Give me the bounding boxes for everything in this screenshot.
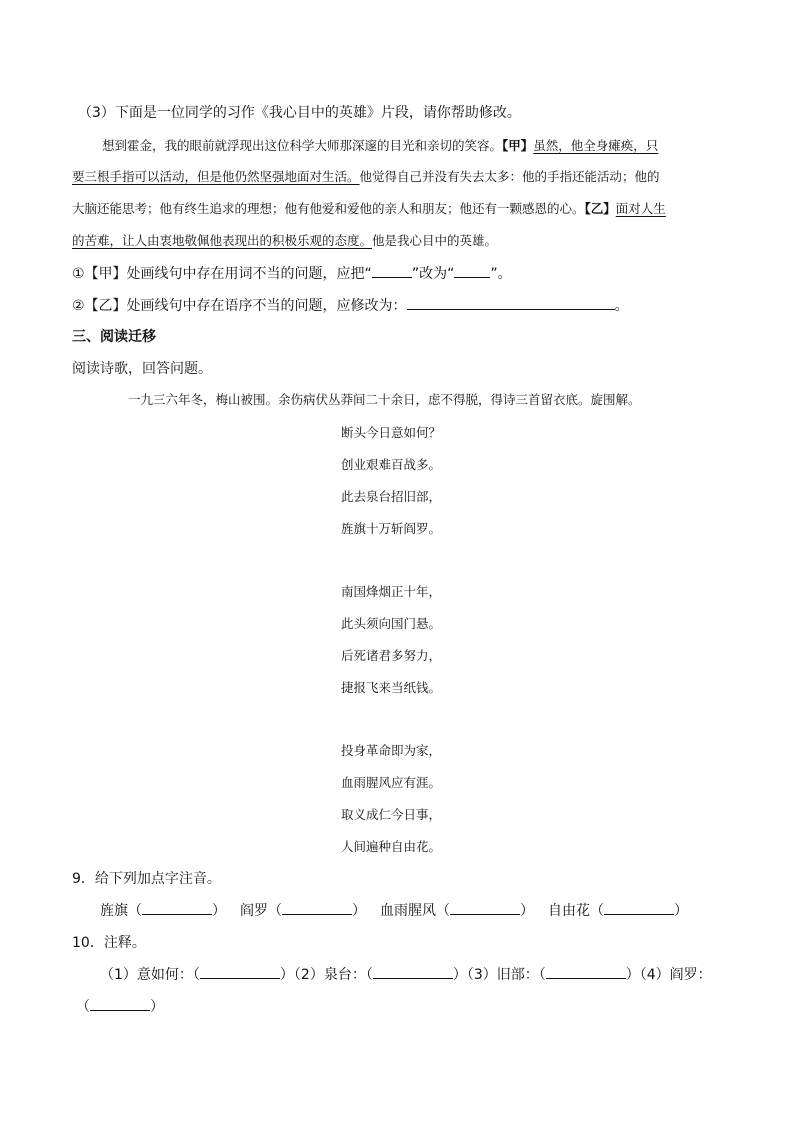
paragraph-line-4 (72, 231, 497, 249)
poem-line: 后死诸君多努力， (341, 648, 442, 663)
paragraph-text: 他是我心目中的英雄。 (372, 233, 498, 248)
answer-blank[interactable] (407, 297, 615, 310)
q9-item-text: ） (520, 903, 534, 919)
q9-item-text: ） (352, 903, 366, 919)
section-instruction: 阅读诗歌，回答问题。 (72, 361, 212, 377)
q9-item-text: 血雨腥风（ (380, 903, 450, 919)
answer-blank[interactable] (454, 265, 490, 278)
answer-blank[interactable] (282, 902, 352, 915)
poem-line: 捷报飞来当纸钱。 (341, 680, 442, 695)
q9-item (548, 900, 688, 920)
poem-line: 血雨腥风应有涯。 (341, 775, 442, 790)
q9-item (240, 900, 366, 920)
answer-blank[interactable] (142, 902, 212, 915)
underlined-sentence-yi-cont: 的苦难，让人由衷地敬佩他表现出的积极乐观的态度。 (72, 233, 373, 248)
q9-item-text: ） (674, 903, 688, 919)
answer-blank[interactable] (372, 265, 412, 278)
item-2 (72, 295, 629, 315)
section-heading: 三、阅读迁移 (72, 329, 156, 345)
answer-blank[interactable] (200, 966, 280, 979)
answer-blank[interactable] (604, 902, 674, 915)
poem-line: 南国烽烟正十年， (341, 584, 442, 599)
mark-jia: 【甲】 (502, 138, 534, 153)
answer-blank[interactable] (546, 966, 626, 979)
paragraph-line-3 (72, 199, 666, 217)
poem-line: 取义成仁今日事， (341, 807, 442, 822)
poem-line: 断头今日意如何？ (341, 425, 442, 440)
paragraph-text: 他觉得自己并没有失去太多：他的手指还能活动；他的 (359, 169, 660, 184)
poem-line: 创业艰难百战多。 (341, 457, 442, 472)
poem-line: 旌旗十万斩阎罗。 (341, 521, 442, 536)
item-1-text: ”。 (490, 266, 512, 282)
q10-line-2 (76, 996, 164, 1016)
q10-text: （1）意如何：（ (100, 967, 200, 983)
paragraph-line-2 (72, 167, 660, 185)
q10-text: （ (76, 999, 90, 1015)
underlined-sentence-jia: 虽然，他全身瘫痪，只 (533, 138, 659, 153)
poem-preface: 一九三六年冬，梅山被围。余伤病伏丛莽间二十余日，虑不得脱，得诗三首留衣底。旋围解。 (128, 392, 641, 407)
q10-label: 10．注释。 (72, 935, 146, 951)
item-1-text: ①【甲】处画线句中存在用词不当的问题，应把“ (72, 266, 372, 282)
item-2-text: ②【乙】处画线句中存在语序不当的问题，应修改为： (72, 298, 407, 314)
underlined-sentence-yi: 面对人生 (615, 201, 666, 216)
paragraph-text: 想到霍金，我的眼前就浮现出这位科学大师那深邃的目光和亲切的笑容。 (102, 138, 503, 153)
q10-text: ） (150, 999, 164, 1015)
q9-item-text: 旌旗（ (100, 903, 142, 919)
mark-yi: 【乙】 (584, 201, 616, 216)
q9-item-text: 自由花（ (548, 903, 604, 919)
q10-text: ）（4）阎罗： (625, 967, 712, 983)
q10-text: ）（2）泉台：（ (279, 967, 373, 983)
answer-blank[interactable] (450, 902, 520, 915)
item-1 (72, 263, 512, 283)
q9-item (380, 900, 534, 920)
answer-blank[interactable] (90, 998, 150, 1011)
item-2-text: 。 (614, 298, 629, 314)
q9-item (100, 900, 226, 920)
answer-blank[interactable] (373, 966, 453, 979)
q10-text: ）（3）旧部：（ (452, 967, 546, 983)
poem-line: 此去泉台招旧部， (341, 489, 442, 504)
q3-intro: （3）下面是一位同学的习作《我心目中的英雄》片段，请你帮助修改。 (78, 105, 521, 121)
q10-line (100, 964, 712, 984)
paragraph-text: 大脑还能思考；他有终生追求的理想；他有他爱和爱他的亲人和朋友；他还有一颗感恩的心。 (72, 201, 585, 216)
paragraph-line-1 (102, 136, 658, 154)
q9-item-text: ） (212, 903, 226, 919)
q9-item-text: 阎罗（ (240, 903, 282, 919)
underlined-sentence-jia-cont: 要三根手指可以活动，但是他仍然坚强地面对生活。 (72, 169, 360, 184)
poem-line: 人间遍种自由花。 (341, 839, 442, 854)
poem-line: 投身革命即为家， (341, 743, 442, 758)
poem-line: 此头须向国门悬。 (341, 616, 442, 631)
item-1-text: ”改为“ (411, 266, 455, 282)
q9-label: 9．给下列加点字注音。 (72, 871, 221, 887)
